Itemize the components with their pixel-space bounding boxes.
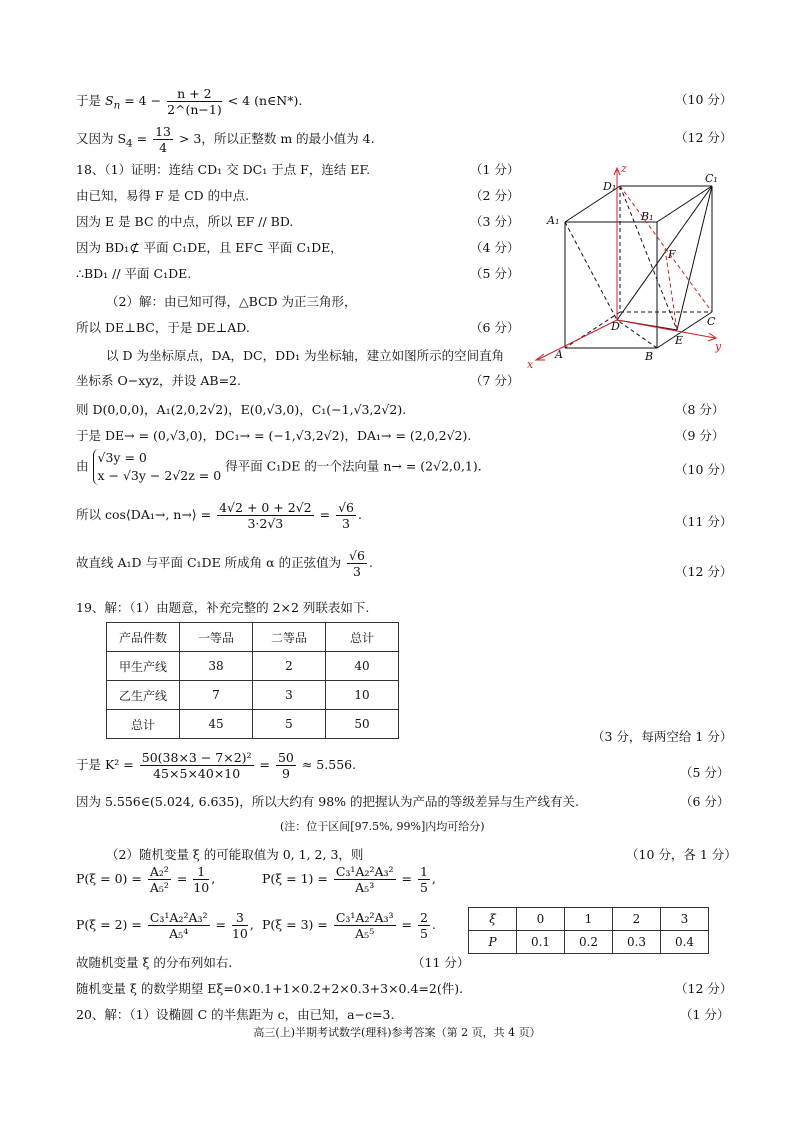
fraction: $\frac{2}{5}$ — [419, 910, 428, 941]
table-cell: 5 — [253, 710, 326, 739]
score: （1 分） — [680, 1007, 730, 1022]
table-cell: 45 — [180, 710, 253, 739]
score: （6 分） — [470, 320, 520, 335]
table-cell: 3 — [661, 908, 709, 931]
score: （9 分） — [675, 428, 725, 443]
hidden-a1d — [565, 222, 617, 320]
table-cell: 乙生产线 — [107, 681, 180, 710]
label-c1: C₁ — [705, 172, 718, 185]
q18-line-12: 由 √3y = 0 x − √3y − 2√2z = 0 得平面 C₁DE 的一个法向量 n→ = (2√2,0,1). — [76, 450, 482, 483]
score: （12 分） — [675, 130, 733, 145]
table-cell: 2 — [253, 652, 326, 681]
distribution-table — [468, 907, 709, 954]
score: （10 分，各 1 分） — [626, 847, 737, 862]
fraction: $\frac{\text{C₃¹A₂²A₃²}}{\text{A₅⁴}}$ — [149, 910, 208, 941]
score: （10 分） — [675, 462, 733, 477]
cube-figure — [525, 160, 725, 372]
score: （7 分） — [470, 373, 520, 388]
line-sum-conclusion: 于是 $S_n = 4$ − $\frac{n + 2}{2\^{}(n-1)}$ < 4 (n∈N*). — [76, 86, 303, 117]
table-header-cell: 产品件数 — [107, 623, 180, 652]
table-cell: 7 — [180, 681, 253, 710]
table-cell: 总计 — [107, 710, 180, 739]
table-header-cell: 二等品 — [253, 623, 326, 652]
table-cell: 0.1 — [517, 931, 565, 954]
q18-line-8: 以 D 为坐标原点，DA，DC，DD₁ 为坐标轴，建立如图所示的空间直角 — [106, 348, 505, 363]
fraction: $\frac{4√2 + 0 + 2√2}{3\cdot 2√3}$ — [219, 500, 312, 531]
q18-line-7: 所以 DE⊥BC，于是 DE⊥AD. — [76, 320, 250, 335]
score: （11 分） — [675, 514, 733, 529]
score: （3 分，每两空给 1 分） — [592, 729, 733, 744]
fraction: $\frac{\text{50(38×3 − 7×2)²}}{45\times 5\times 40\times 10}$ — [141, 750, 252, 781]
line-min-m: 又因为 $S_4$ = $\frac{13}{4}$ > 3，所以正整数 m 的最小值为 4. — [76, 124, 375, 155]
q19-line-6: 随机变量 ξ 的数学期望 Eξ=0×0.1+1×0.2+2×0.3+3×0.4=2(件). — [76, 981, 464, 996]
table-cell: 2 — [613, 908, 661, 931]
score: （6 分） — [680, 794, 730, 809]
fraction: $\frac{\text{C₃¹A₂²A₃³}}{\text{A₅⁵}}$ — [335, 910, 394, 941]
q19-line-3: 因为 5.556∈(5.024, 6.635)，所以大约有 98% 的把握认为产品的等级差异与生产线有关. — [76, 794, 579, 809]
label-x: x — [527, 358, 534, 371]
score: （2 分） — [470, 188, 520, 203]
q19-line-1: 19、解：（1）由题意，补充完整的 2×2 列联表如下. — [76, 600, 370, 615]
q18-line-13: 所以 cos⟨DA₁→, n→⟩ = $\frac{4√2 + 0 + 2√2}{3\cdot 2√3}$ = $\frac{√6}{3}$ . — [76, 500, 362, 531]
score: （12 分） — [675, 564, 733, 579]
hidden-bd — [617, 320, 657, 348]
q19-note: (注：位于区间[97.5%, 99%]内均可给分) — [280, 820, 485, 833]
q18-line-2: 由已知，易得 F 是 CD 的中点. — [76, 188, 250, 203]
table-cell: 1 — [565, 908, 613, 931]
label-a: A — [555, 348, 563, 361]
fraction: $\frac{13}{4}$ — [155, 124, 171, 155]
label-d: D — [611, 320, 620, 333]
fraction: $\frac{√6}{3}$ — [349, 548, 365, 579]
q20-line-1: 20、解：（1）设椭圆 C 的半焦距为 c，由已知，a−c=3. — [76, 1007, 395, 1022]
prob-xi-0: P(ξ = 0) = $\frac{\text{A₂²}}{\text{A₅²}}$ = $\frac{1}{10}$ , — [76, 864, 216, 895]
prob-xi-2: P(ξ = 2) = $\frac{\text{C₃¹A₂²A₃²}}{\text{A₅⁴}}$ = $\frac{3}{10}$ , — [76, 910, 254, 941]
edge — [657, 312, 712, 348]
q18-line-11: 于是 DE→ = (0,√3,0)，DC₁→ = (−1,√3,2√2)，DA₁→ = (2,0,2√2). — [76, 428, 472, 443]
score: （5 分） — [680, 765, 730, 780]
equation-system: √3y = 0 x − √3y − 2√2z = 0 — [93, 449, 222, 485]
q18-line-5: ∴BD₁ // 平面 C₁DE. — [76, 266, 192, 281]
table-cell: 0 — [517, 908, 565, 931]
page-footer: 高三(上)半期考试数学(理科)参考答案（第 2 页，共 4 页） — [253, 1026, 541, 1039]
label-b: B — [645, 350, 654, 363]
prob-xi-3: P(ξ = 3) = $\frac{\text{C₃¹A₂²A₃³}}{\text{A₅⁵}}$ = $\frac{2}{5}$ . — [262, 910, 436, 941]
q18-line-10: 则 D(0,0,0)，A₁(2,0,2√2)，E(0,√3,0)，C₁(−1,√3,2√2). — [76, 402, 407, 417]
table-header-cell: 一等品 — [180, 623, 253, 652]
prob-xi-1: P(ξ = 1) = $\frac{\text{C₃¹A₂²A₃²}}{\text{A₅³}}$ = $\frac{1}{5}$ , — [262, 864, 436, 895]
score: （5 分） — [470, 266, 520, 281]
table-row — [469, 931, 709, 954]
label-e: E — [675, 334, 684, 347]
contingency-table — [106, 622, 399, 739]
table-cell: 0.3 — [613, 931, 661, 954]
q18-line-3: 因为 E 是 BC 的中点，所以 EF // BD. — [76, 214, 294, 229]
score: （11 分） — [412, 955, 470, 970]
q18-line-4: 因为 BD₁⊄ 平面 C₁DE，且 EF⊂ 平面 C₁DE， — [76, 240, 343, 255]
score: （12 分） — [675, 981, 733, 996]
fraction: $\frac{3}{10}$ — [231, 910, 248, 941]
table-cell: 40 — [326, 652, 399, 681]
x-axis — [537, 320, 617, 360]
fraction: $\frac{1}{10}$ — [193, 864, 210, 895]
table-row — [107, 710, 399, 739]
table-cell: 38 — [180, 652, 253, 681]
q18-line-14: 故直线 A₁D 与平面 C₁DE 所成角 α 的正弦值为 $\frac{√6}{3}$ . — [76, 548, 373, 579]
fraction: $\frac{1}{5}$ — [419, 864, 428, 895]
q18-line-6: （2）解：由已知可得，△BCD 为正三角形， — [106, 294, 357, 309]
edge-c1e — [677, 186, 712, 330]
table-header-row — [107, 623, 399, 652]
score: （3 分） — [470, 214, 520, 229]
label-z: z — [621, 162, 627, 175]
score: （10 分） — [675, 92, 733, 107]
table-cell: 0.4 — [661, 931, 709, 954]
q18-line-1: 18、（1）证明：连结 CD₁ 交 DC₁ 于点 F，连结 EF. — [76, 162, 371, 177]
label-c: C — [707, 315, 716, 328]
score: （8 分） — [675, 402, 725, 417]
y-axis — [617, 320, 715, 338]
q18-line-9: 坐标系 O−xyz，并设 AB=2. — [76, 373, 241, 388]
fraction: $\frac{50}{9}$ — [277, 750, 294, 781]
table-cell: 10 — [326, 681, 399, 710]
label-b1: B₁ — [641, 210, 654, 223]
q19-line-2: 于是 K² = $\frac{\text{50(38×3 − 7×2)²}}{45\times 5\times 40\times 10}$ = $\frac{50}{9}$ ≈ 5.556. — [76, 750, 357, 781]
table-header-cell: 总计 — [326, 623, 399, 652]
fraction: $\frac{n + 2}{2\^{}(n-1)}$ — [167, 86, 222, 117]
table-header-cell: ξ — [469, 908, 517, 931]
table-row — [469, 908, 709, 931]
label-f: F — [668, 248, 676, 261]
table-row — [107, 652, 399, 681]
label-y: y — [715, 340, 722, 353]
label-a1: A₁ — [547, 214, 560, 227]
fraction: $\frac{\text{A₂²}}{\text{A₅²}}$ — [149, 864, 169, 895]
fraction: $\frac{\text{C₃¹A₂²A₃²}}{\text{A₅³}}$ — [335, 864, 394, 895]
table-cell: 0.2 — [565, 931, 613, 954]
label-d1: D₁ — [603, 180, 617, 193]
table-row — [107, 681, 399, 710]
score: （4 分） — [470, 240, 520, 255]
table-cell: 甲生产线 — [107, 652, 180, 681]
fraction: $\frac{√6}{3}$ — [338, 500, 354, 531]
table-header-cell: P — [469, 931, 517, 954]
table-cell: 3 — [253, 681, 326, 710]
edge — [657, 186, 712, 222]
edge-c1d — [617, 186, 712, 320]
score: （1 分） — [470, 162, 520, 177]
q19-line-4: （2）随机变量 ξ 的可能取值为 0, 1, 2, 3，则 — [106, 847, 364, 862]
table-cell: 50 — [326, 710, 399, 739]
q19-line-5: 故随机变量 ξ 的分布列如右. — [76, 955, 233, 970]
